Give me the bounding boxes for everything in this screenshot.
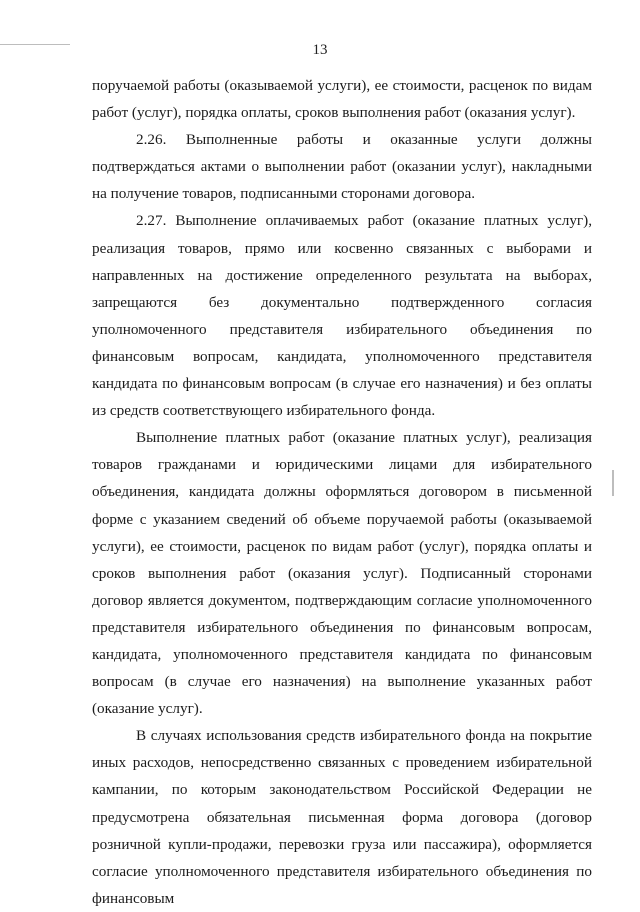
page-number: 13 — [312, 42, 328, 58]
paragraph-2-26: 2.26. Выполненные работы и оказанные услуги должны подтверждаться актами о выполнении работ (оказании услуг), накладными на получение товаров, подписанными сторонами договора. — [92, 131, 592, 203]
paragraph-continuation: поручаемой работы (оказываемой услуги), ее стоимости, расценок по видам работ (услуг), порядка оплаты, сроков выполнения работ (оказания услуг). — [92, 77, 592, 122]
paragraph-other-expenses: В случаях использования средств избирательного фонда на покрытие иных расходов, непосредственно связанных с проведением избирательной кампании, по которым законодательством Российской Федерации не предусмотрена обязательная письменная форма договора (договор розничной купли-продажи, перевозки груза или пассажира), оформляется согласие уполномоченного представителя избирательного объединения по финансовым — [92, 727, 592, 907]
scan-artifact-right — [612, 470, 614, 496]
paragraph-paid-works: Выполнение платных работ (оказание платных услуг), реализация товаров гражданами и юридическими лицами для избирательного объединения, кандидата должны оформляться договором в письменной форме с указанием сведений об объеме поручаемой работы (оказываемой услуги), ее стоимости, расценок по видам работ (услуг), порядка оплаты и сроков выполнения работ (оказания услуг). Подписанный сторонами договор является документом, подтверждающим согласие уполномоченного представителя избирательного объединения по финансовым вопросам, кандидата, уполномоченного представителя кандидата по финансовым вопросам (в случае его назначения) на выполнение указанных работ (оказание услуг). — [92, 429, 592, 718]
paragraph-2-27: 2.27. Выполнение оплачиваемых работ (оказание платных услуг), реализация товаров, прямо или косвенно связанных с выборами и направленных на достижение определенного результата на выборах, запрещаются без документально подтвержденного согласия уполномоченного представителя избирательного объединения по финансовым вопросам, кандидата, уполномоченного представителя кандидата по финансовым вопросам (в случае его назначения) и без оплаты из средств соответствующего избирательного фонда. — [92, 212, 592, 420]
document-body — [92, 72, 592, 912]
